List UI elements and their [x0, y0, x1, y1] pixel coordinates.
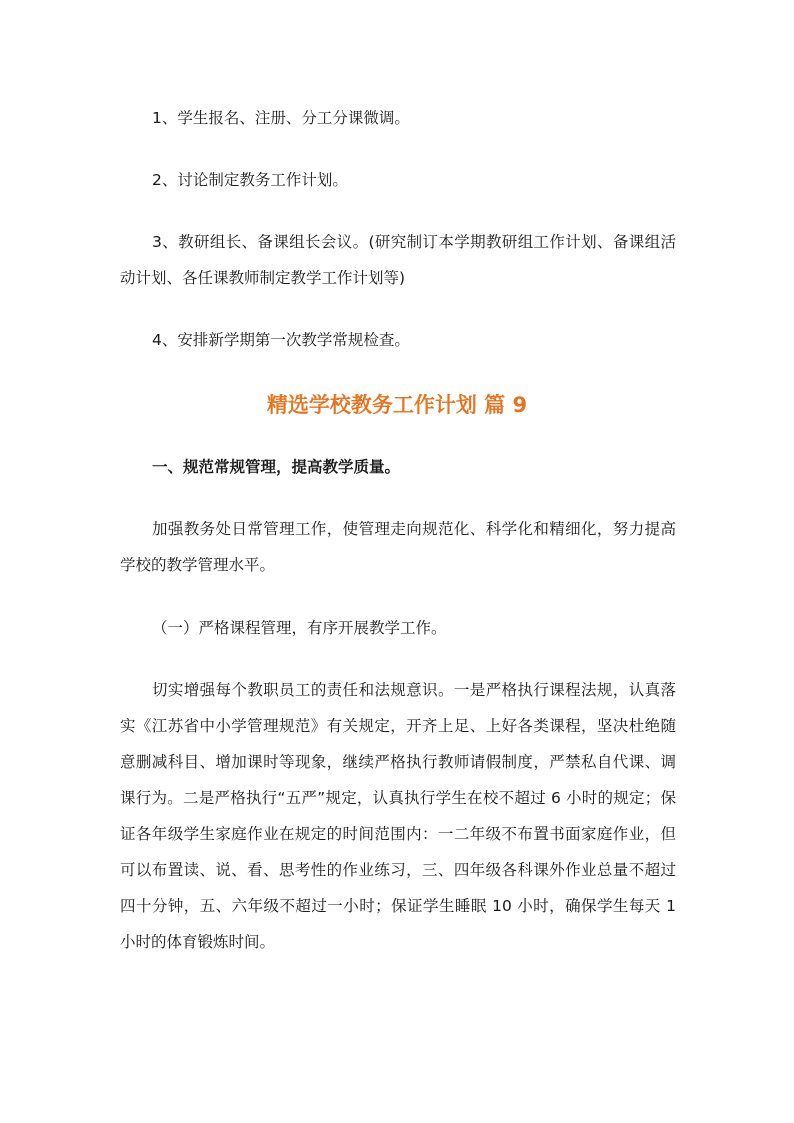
section-title: 精选学校教务工作计划 篇 9	[266, 393, 528, 417]
list-item-2: 2、讨论制定教务工作计划。	[152, 171, 348, 189]
paragraph-1: 加强教务处日常管理工作，使管理走向规范化、科学化和精细化，努力提高学校的教学管理水平。	[120, 520, 676, 574]
subheading-1: （一）严格课程管理，有序开展教学工作。	[152, 619, 447, 637]
list-item-1: 1、学生报名、注册、分工分课微调。	[152, 109, 410, 127]
heading-1: 一、规范常规管理，提高教学质量。	[152, 458, 401, 476]
list-item-3: 3、教研组长、备课组长会议。(研究制订本学期教研组工作计划、备课组活动计划、各任课教师制定教学工作计划等)	[120, 233, 676, 287]
list-item-4: 4、安排新学期第一次教学常规检查。	[152, 331, 410, 349]
paragraph-2: 切实增强每个教职员工的责任和法规意识。一是严格执行课程法规，认真落实《江苏省中小学管理规范》有关规定，开齐上足、上好各类课程，坚决杜绝随意删减科目、增加课时等现象，继续严格执行教师请假制度，严禁私自代课、调课行为。二是严格执行“五严”规定，认真执行学生在校不超过 6 小时的规定；保证各年级学生家庭作业在规定的时间范围内：一二年级不布置书面家庭作业，但可以布置读、说、看、思考性的作业练习，三、四年级各科课外作业总量不超过四十分钟，五、六年级不超过一小时；保证学生睡眠 10 小时，确保学生每天 1 小时的体育锻炼时间。	[120, 681, 676, 951]
